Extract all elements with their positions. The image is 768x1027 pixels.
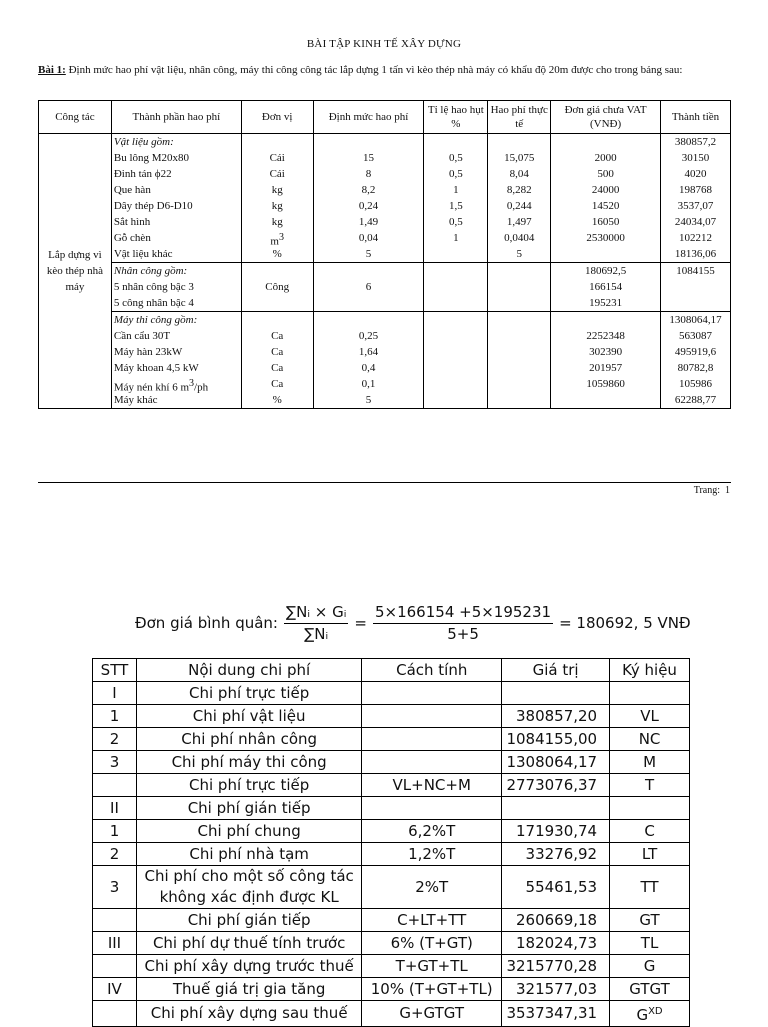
cost-row [93, 843, 690, 866]
unit-cell-line: Cái [269, 168, 285, 180]
unit-cell [241, 312, 313, 409]
formula-denominator-symbol: ∑Nᵢ [304, 624, 329, 643]
loss-cell-line [426, 295, 485, 311]
price-cell-line: 1059860 [586, 378, 625, 390]
component-cell-line: 5 công nhân bậc 4 [113, 297, 194, 309]
value-cell: 260669,18 [502, 909, 610, 932]
norm-cell [313, 312, 424, 409]
actual-cell-line [490, 344, 548, 360]
stt-cell: IV [93, 978, 137, 1001]
norm-cell-line: 0,25 [358, 330, 379, 342]
method-cell: G+GTGT [362, 1001, 502, 1027]
method-cell: 10% (T+GT+TL) [362, 978, 502, 1001]
component-cell-line: Cần cẩu 30T [113, 330, 171, 342]
loss-cell-line [426, 344, 485, 360]
amount-cell-line: 62288,77 [674, 394, 717, 406]
actual-cell-line: 15,075 [504, 152, 535, 164]
amount-cell-line: 24034,07 [674, 216, 717, 228]
actual-cell-line: 0,0404 [504, 232, 535, 244]
actual-cell-line [490, 295, 548, 311]
method-cell: 6,2%T [362, 820, 502, 843]
component-cell-line: Gỗ chèn [113, 232, 151, 244]
symbol-cell: T [610, 774, 690, 797]
symbol-cell: $G^{XD}$ [610, 1001, 690, 1027]
amount-cell-line [663, 295, 728, 311]
header-cell: Đơn giá chưa VAT (VNĐ) [551, 101, 661, 134]
component-cell-line: Vật liệu gồm: [113, 136, 174, 148]
value-cell: 1308064,17 [502, 751, 610, 774]
cost-row [93, 751, 690, 774]
symbol-cell: GT [610, 909, 690, 932]
numeric-fraction [373, 602, 553, 645]
symbol-cell: LT [610, 843, 690, 866]
unit-cell-line [244, 312, 311, 328]
page-number: Trang: 1 [693, 485, 730, 496]
cost-header-row [93, 659, 690, 682]
component-cell-line: Bu lông M20x80 [113, 152, 190, 164]
cost-item-cell: Thuế giá trị gia tăng [136, 978, 361, 1001]
component-cell-line: 5 nhân công bậc 3 [113, 281, 194, 293]
header-cell: Thành tiền [660, 101, 730, 134]
price-cell-line: 180692,5 [584, 265, 627, 277]
norm-cell-line: 0,1 [361, 378, 376, 390]
amount-cell [660, 312, 730, 409]
cost-row [93, 705, 690, 728]
cost-row [93, 1001, 690, 1027]
norm-cell-line: 0,04 [358, 232, 379, 244]
actual-cell [488, 263, 551, 312]
method-cell [362, 728, 502, 751]
cost-item-cell: Chi phí vật liệu [136, 705, 361, 728]
cost-row [93, 797, 690, 820]
header-cell: Đơn vị [241, 101, 313, 134]
unit-cell-line: Ca [271, 346, 284, 358]
amount-cell-line: 18136,06 [674, 248, 717, 260]
symbol-superscript: XD [648, 1006, 663, 1017]
component-cell-line: Que hàn [113, 184, 151, 196]
amount-cell [660, 263, 730, 312]
header-cell: Hao phí thực tế [488, 101, 551, 134]
symbol-cell: C [610, 820, 690, 843]
method-cell: 1,2%T [362, 843, 502, 866]
norm-cell-line: 8 [365, 168, 372, 180]
cost-item-cell: Chi phí máy thi công [136, 751, 361, 774]
amount-cell-line: 1308064,17 [669, 314, 722, 326]
value-cell: 2773076,37 [502, 774, 610, 797]
stt-cell [93, 955, 137, 978]
component-cell-line: Sắt hình [113, 216, 151, 228]
price-cell-line: 2000 [594, 152, 617, 164]
method-cell [362, 797, 502, 820]
price-cell-line: 24000 [591, 184, 620, 196]
stt-cell: 2 [93, 843, 137, 866]
amount-cell-line: 380857,2 [674, 136, 717, 148]
norm-group-row [39, 263, 731, 312]
price-cell-line: 16050 [591, 216, 620, 228]
norm-cell-line [316, 312, 422, 328]
norm-cell [313, 134, 424, 263]
header-cell: Cách tính [362, 659, 502, 682]
price-cell-line: 2252348 [586, 330, 625, 342]
price-cell-line: 166154 [589, 281, 623, 293]
cost-item-cell: Chi phí trực tiếp [136, 774, 361, 797]
stt-cell [93, 909, 137, 932]
method-cell [362, 705, 502, 728]
price-cell-line: 195231 [589, 297, 623, 309]
amount-cell-line: 1084155 [676, 265, 715, 277]
unit-cell-line: Ca [271, 362, 284, 374]
stt-cell [93, 1001, 137, 1027]
loss-cell-line: 0,5 [448, 168, 463, 180]
actual-cell-line [490, 312, 548, 328]
page-divider [38, 482, 731, 483]
loss-cell-line [426, 134, 485, 150]
actual-cell-line [490, 360, 548, 376]
cost-item-cell: Chi phí gián tiếp [136, 909, 361, 932]
price-cell-line: 14520 [591, 200, 620, 212]
unit-cell-line: kg [271, 200, 283, 212]
cost-row [93, 866, 690, 909]
formula-result: = 180692, 5 VNĐ [559, 614, 691, 632]
actual-cell-line [490, 392, 548, 408]
norm-cell-line: 0,24 [358, 200, 379, 212]
actual-cell [488, 134, 551, 263]
cost-item-cell: Chi phí dự thuế tính trước [136, 932, 361, 955]
loss-cell-line [426, 312, 485, 328]
norm-cell-line [316, 295, 422, 311]
actual-cell-line: 5 [516, 248, 522, 260]
symbol-cell: TL [610, 932, 690, 955]
value-cell [502, 682, 610, 705]
cost-row [93, 932, 690, 955]
stt-cell: II [93, 797, 137, 820]
norms-header-row [39, 101, 731, 134]
cost-row [93, 955, 690, 978]
method-cell: C+LT+TT [362, 909, 502, 932]
loss-cell [424, 263, 488, 312]
work-item-cell: Lắp dựng vì kèo thép nhà máy [39, 134, 112, 409]
norm-cell-line: 8,2 [361, 184, 376, 196]
header-cell: Nội dung chi phí [136, 659, 361, 682]
norm-cell-line: 0,4 [361, 362, 376, 374]
stt-cell: 3 [93, 866, 137, 909]
price-cell-line: 302390 [589, 346, 623, 358]
norm-cell-line: 1,49 [358, 216, 379, 228]
method-cell: 6% (T+GT) [362, 932, 502, 955]
unit-cell-line: Công [265, 281, 290, 293]
component-cell-line: Máy hàn 23kW [113, 346, 183, 358]
loss-cell-line: 0,5 [448, 152, 463, 164]
price-cell-line [553, 134, 658, 150]
symbol-cell [610, 682, 690, 705]
loss-cell-line: 1 [453, 232, 459, 244]
amount-cell-line: 563087 [678, 330, 712, 342]
actual-cell-line: 1,497 [506, 216, 532, 228]
problem-statement [38, 62, 738, 79]
norm-cell-line [316, 263, 422, 279]
actual-cell-line [490, 263, 548, 279]
symbol-cell: GTGT [610, 978, 690, 1001]
formula-numerator-symbol: ∑Nᵢ × Gᵢ [284, 602, 348, 624]
component-cell-line: Dây thép D6-D10 [113, 200, 193, 212]
price-cell [551, 312, 661, 409]
formula-label: Đơn giá bình quân: [135, 614, 278, 632]
stt-cell: III [93, 932, 137, 955]
loss-cell-line [426, 263, 485, 279]
unit-cell-line: $m^3$ [270, 232, 284, 248]
component-cell [111, 134, 241, 263]
actual-cell-line [490, 376, 548, 392]
component-cell-line: Vật liệu khác [113, 248, 173, 260]
document-title: BÀI TẬP KINH TẾ XÂY DỰNG [306, 38, 462, 50]
unit-cell-line [244, 295, 311, 311]
unit-cell-line: Ca [271, 330, 284, 342]
symbol-cell: G [610, 955, 690, 978]
unit-cell-line: kg [271, 184, 283, 196]
price-cell [551, 134, 661, 263]
amount-cell-line: 102212 [678, 232, 712, 244]
price-cell-line: 500 [597, 168, 614, 180]
problem-label: Bài 1: [38, 64, 66, 76]
loss-cell-line: 0,5 [448, 216, 463, 228]
unit-cell [241, 263, 313, 312]
average-price-formula: Đơn giá bình quân: $\frac{\text{∑Nᵢ × Gᵢ}}{\text{∑Nᵢ}}$ = $\frac{5\times 166154 +5\times 195231}{5+5}$ = 180692, 5 VNĐ [135, 602, 691, 643]
norms-table [38, 100, 731, 409]
component-cell [111, 263, 241, 312]
symbol-cell: VL [610, 705, 690, 728]
stt-cell: 2 [93, 728, 137, 751]
loss-cell-line [426, 392, 485, 408]
price-cell [551, 263, 661, 312]
problem-text: Định mức hao phí vật liệu, nhân công, máy thi công công tác lắp dựng 1 tấn vì kèo thép nhà máy có khẩu độ 20m được cho trong bảng sau: [65, 64, 683, 76]
component-cell-line: Nhân công gồm: [113, 265, 188, 277]
unit-cell-line: Ca [271, 378, 284, 390]
stt-cell: 1 [93, 820, 137, 843]
symbolic-fraction [284, 602, 348, 645]
cost-row [93, 728, 690, 751]
component-cell-line: Máy nén khí 6 $m^3/ph$ [113, 378, 209, 394]
symbol-cell [610, 797, 690, 820]
cost-item-cell: Chi phí gián tiếp [136, 797, 361, 820]
cost-row [93, 820, 690, 843]
norm-cell-line: 5 [365, 248, 372, 260]
cost-row [93, 978, 690, 1001]
cost-summary-table [92, 658, 690, 1027]
amount-cell-line: 4020 [684, 168, 707, 180]
header-cell: Công tác [39, 101, 112, 134]
norm-cell-line: 1,64 [358, 346, 379, 358]
price-cell-line [553, 246, 658, 262]
value-cell: 33276,92 [502, 843, 610, 866]
formula-numerator: 5×166154 +5×195231 [373, 602, 553, 624]
header-cell: Giá trị [502, 659, 610, 682]
component-cell-line: Máy khác [113, 394, 158, 406]
norm-cell-line: 5 [365, 394, 372, 406]
header-cell: Thành phần hao phí [111, 101, 241, 134]
unit-cell-line: kg [271, 216, 283, 228]
component-cell-line: Máy khoan 4,5 kW [113, 362, 199, 374]
unit-cell-line: % [272, 248, 282, 260]
header-cell: Định mức hao phí [313, 101, 424, 134]
header-cell: Ký hiệu [610, 659, 690, 682]
method-cell: 2%T [362, 866, 502, 909]
stt-cell: 1 [93, 705, 137, 728]
loss-cell-line [426, 328, 485, 344]
price-cell-line [553, 312, 658, 328]
cost-row [93, 682, 690, 705]
method-cell [362, 751, 502, 774]
value-cell: 171930,74 [502, 820, 610, 843]
norm-cell [313, 263, 424, 312]
actual-cell-line [490, 328, 548, 344]
value-cell: 321577,03 [502, 978, 610, 1001]
norm-cell-line: 15 [363, 152, 375, 164]
cost-item-cell: Chi phí cho một số công tác không xác định được KL [136, 866, 361, 909]
value-cell: 182024,73 [502, 932, 610, 955]
amount-cell-line: 30150 [681, 152, 710, 164]
value-cell: 55461,53 [502, 866, 610, 909]
formula-denominator: 5+5 [447, 624, 479, 643]
price-cell-line [553, 392, 658, 408]
stt-cell [93, 774, 137, 797]
unit-cell-line [244, 263, 311, 279]
unit-cell-line [244, 134, 311, 150]
component-cell [111, 312, 241, 409]
actual-cell-line: 0,244 [506, 200, 532, 212]
cost-item-cell: Chi phí xây dựng trước thuế [136, 955, 361, 978]
header-cell: Tỉ lệ hao hụt % [424, 101, 488, 134]
loss-cell-line [426, 360, 485, 376]
amount-cell-line [663, 279, 728, 295]
cost-item-cell: Chi phí nhà tạm [136, 843, 361, 866]
loss-cell-line [426, 376, 485, 392]
component-cell-line: Máy thi công gồm: [113, 314, 198, 326]
actual-cell-line [490, 134, 548, 150]
value-cell: 3215770,28 [502, 955, 610, 978]
cost-row [93, 909, 690, 932]
cost-row [93, 774, 690, 797]
cost-item-cell: Chi phí trực tiếp [136, 682, 361, 705]
loss-cell-line: 1,5 [448, 200, 463, 212]
cost-item-cell: Chi phí xây dựng sau thuế [136, 1001, 361, 1027]
symbol-cell: NC [610, 728, 690, 751]
method-cell: T+GT+TL [362, 955, 502, 978]
loss-cell-line: 1 [453, 184, 459, 196]
unit-cell [241, 134, 313, 263]
loss-cell [424, 134, 488, 263]
symbol-cell: M [610, 751, 690, 774]
amount-cell-line: 3537,07 [677, 200, 714, 212]
stt-cell: I [93, 682, 137, 705]
actual-cell-line: 8,282 [506, 184, 532, 196]
amount-cell-line: 80782,8 [677, 362, 714, 374]
amount-cell-line: 105986 [678, 378, 712, 390]
unit-cell-line: % [272, 394, 282, 406]
method-cell [362, 682, 502, 705]
method-cell: VL+NC+M [362, 774, 502, 797]
actual-cell-line: 8,04 [509, 168, 529, 180]
loss-cell [424, 312, 488, 409]
norm-group-row [39, 134, 731, 263]
value-cell: 3537347,31 [502, 1001, 610, 1027]
value-cell [502, 797, 610, 820]
loss-cell-line [426, 246, 485, 262]
stt-cell: 3 [93, 751, 137, 774]
amount-cell-line: 198768 [678, 184, 712, 196]
value-cell: 380857,20 [502, 705, 610, 728]
cost-item-cell: Chi phí nhân công [136, 728, 361, 751]
value-cell: 1084155,00 [502, 728, 610, 751]
amount-cell [660, 134, 730, 263]
symbol-cell: TT [610, 866, 690, 909]
unit-cell-line: Cái [269, 152, 285, 164]
price-cell-line: 2530000 [586, 232, 625, 244]
component-cell-line: Đinh tán ϕ22 [113, 168, 172, 180]
norm-cell-line: 6 [365, 281, 372, 293]
actual-cell [488, 312, 551, 409]
cost-item-cell: Chi phí chung [136, 820, 361, 843]
amount-cell-line: 495919,6 [674, 346, 717, 358]
norm-group-row [39, 312, 731, 409]
loss-cell-line [426, 279, 485, 295]
price-cell-line: 201957 [589, 362, 623, 374]
norm-cell-line [316, 134, 422, 150]
header-cell: STT [93, 659, 137, 682]
actual-cell-line [490, 279, 548, 295]
